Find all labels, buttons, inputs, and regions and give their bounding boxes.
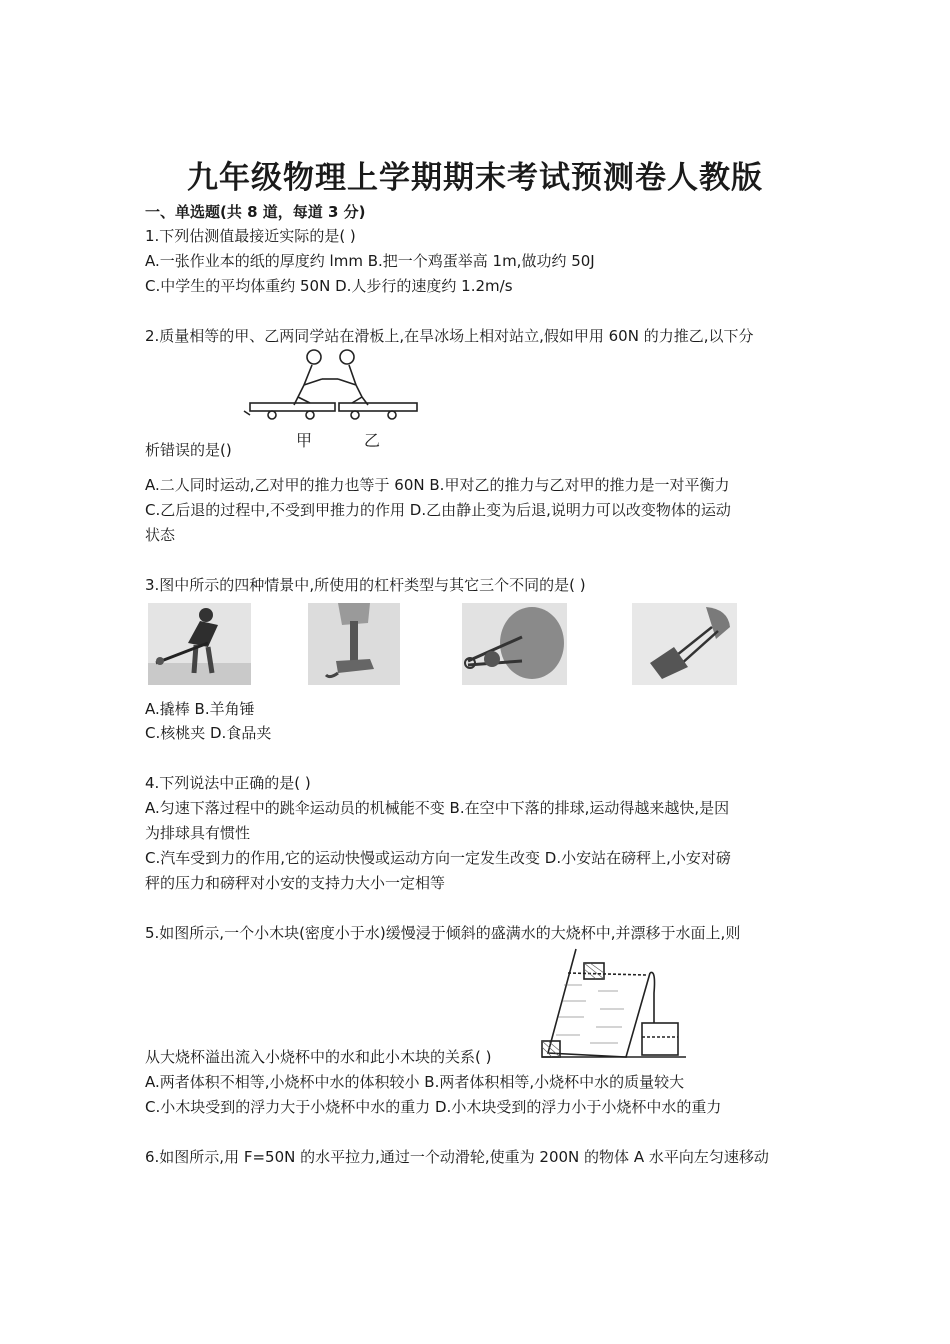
q5-options-cd: C.小木块受到的浮力大于小烧杯中水的重力 D.小木块受到的浮力小于小烧杯中水的重力 <box>145 1098 722 1116</box>
q5-stem-line2: 从大烧杯溢出流入小烧杯中的水和此小木块的关系( ) <box>145 1048 492 1066</box>
food-tongs-photo <box>632 603 737 685</box>
crowbar-photo <box>148 603 251 685</box>
q2-options-ab: A.二人同时运动,乙对甲的推力也等于 60N B.甲对乙的推力与乙对甲的推力是一对平衡力 <box>145 476 730 494</box>
section-heading: 一、单选题(共 8 道，每道 3 分) <box>145 203 366 221</box>
q4-options-cont: 为排球具有惯性 <box>145 824 251 842</box>
q2-options-cd: C.乙后退的过程中,不受到甲推力的作用 D.乙由静止变为后退,说明力可以改变物体的运动 <box>145 501 731 519</box>
q3-options-ab: A.撬棒 B.羊角锤 <box>145 700 255 718</box>
q4-options-cont2: 秤的压力和磅秤对小安的支持力大小一定相等 <box>145 874 446 892</box>
figure-label-jia: 甲 <box>296 431 313 450</box>
q4-stem: 4.下列说法中正确的是( ) <box>145 774 311 792</box>
q1-options-cd: C.中学生的平均体重约 50N D.人步行的速度约 1.2m/s <box>145 277 513 295</box>
q5-stem-line1: 5.如图所示,一个小木块(密度小于水)缓慢浸于倾斜的盛满水的大烧杯中,并漂移于水面上,则 <box>145 924 741 942</box>
q2-stem-line1: 2.质量相等的甲、乙两同学站在滑板上,在旱冰场上相对站立,假如甲用 60N 的力推乙,以下分 <box>145 327 754 345</box>
nutcracker-photo <box>462 603 567 685</box>
q2-options-cont: 状态 <box>145 526 176 544</box>
q4-options-ab: A.匀速下落过程中的跳伞运动员的机械能不变 B.在空中下落的排球,运动得越来越快,是因 <box>145 799 730 817</box>
figure-label-yi: 乙 <box>364 431 381 450</box>
q6-stem-line1: 6.如图所示,用 F=50N 的水平拉力,通过一个动滑轮,使重为 200N 的物体 A 水平向左匀速移动 <box>145 1148 769 1166</box>
q2-stem-line2: 析错误的是() <box>145 441 232 459</box>
exam-title: 九年级物理上学期期末考试预测卷人教版 <box>187 160 763 196</box>
q1-stem: 1.下列估测值最接近实际的是( ) <box>145 227 356 245</box>
q4-options-cd: C.汽车受到力的作用,它的运动快慢或运动方向一定发生改变 D.小安站在磅秤上,小安对磅 <box>145 849 731 867</box>
q1-options-ab: A.一张作业本的纸的厚度约 lmm B.把一个鸡蛋举高 1m,做功约 50J <box>145 252 595 270</box>
q3-stem: 3.图中所示的四种情景中,所使用的杠杆类型与其它三个不同的是( ) <box>145 576 586 594</box>
q5-options-ab: A.两者体积不相等,小烧杯中水的体积较小 B.两者体积相等,小烧杯中水的质量较大 <box>145 1073 685 1091</box>
claw-hammer-photo <box>308 603 400 685</box>
q3-options-cd: C.核桃夹 D.食品夹 <box>145 724 272 742</box>
